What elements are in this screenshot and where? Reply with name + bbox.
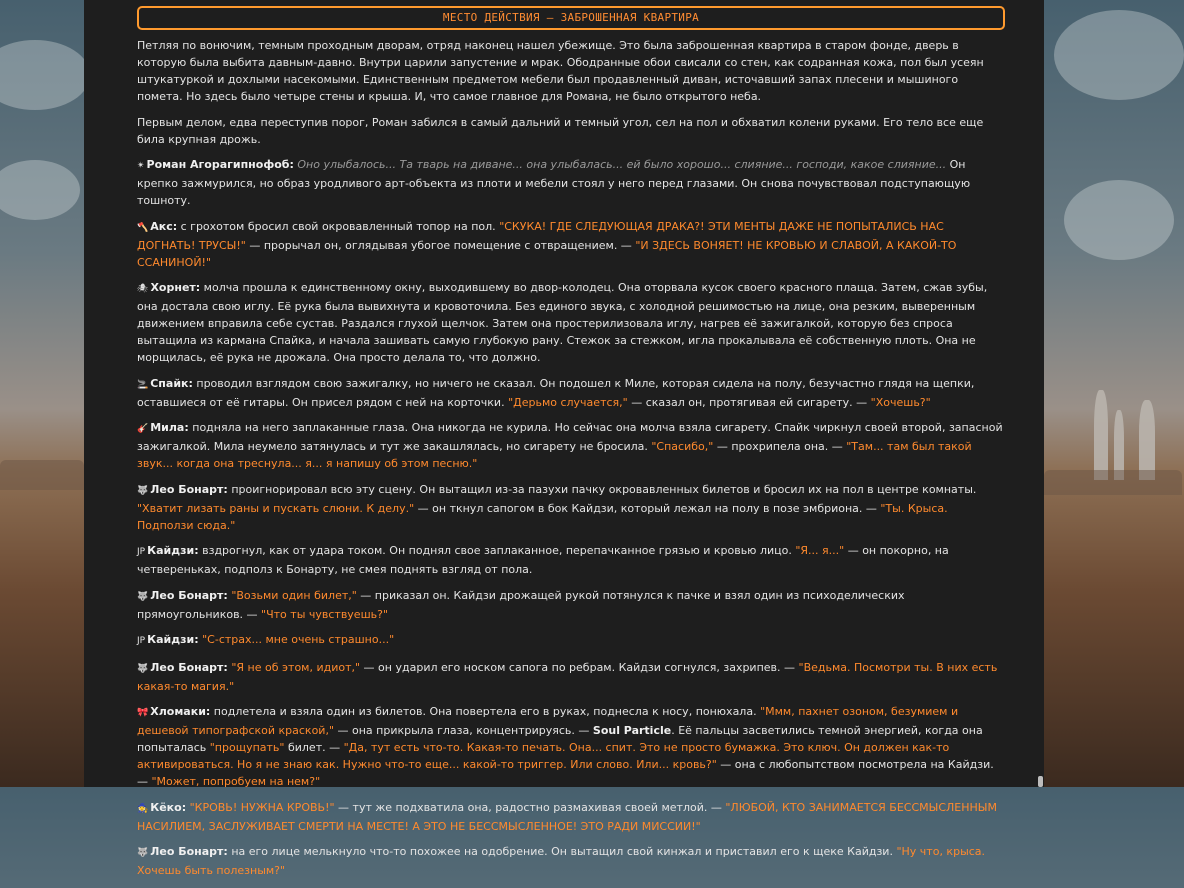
scene-header: МЕСТО ДЕЙСТВИЯ – ЗАБРОШЕННАЯ КВАРТИРА [137, 6, 1005, 30]
dialogue-spike [137, 375, 1005, 411]
quote-text: "Да, тут есть что-то. Какая-то печать. Она... спит. Это не просто бумажка. Это ключ. Он должен как-то активироваться. Но я не знаю как. Нужно что-то еще... какой-то триггер. Или слово. Или... кровь?" [137, 741, 950, 771]
rock-spire [1094, 390, 1108, 480]
narration-paragraph: Петляя по вонючим, темным проходным дворам, отряд наконец нашел убежище. Это была заброшенная квартира в старом фонде, дверь в которую была выбита давным-давно. Внутри царили запустение и мрак. Ободранные обои свисали со стен, как содранная кожа, пол был усеян штукатуркой и дохлыми насекомыми. Единственным предметом мебели был продавленный диван, источавший запах плесени и мышиного помета. Но здесь было четыре стены и крыша. И, что самое главное для Романа, не было открытого неба. [137, 39, 984, 103]
cloud [1064, 180, 1174, 260]
cloud [0, 40, 90, 110]
narration-text: подняла на него заплаканные глаза. Она никогда не курила. Но сейчас она молча взяла сигарету. Спайк чиркнул своей второй, запасной зажигалкой. Мила неумело затянулась и тут же закашлялась, но сигарету не бросила. [137, 421, 1003, 453]
dialogue-leo [137, 843, 1005, 879]
mesa [0, 460, 84, 490]
dialogue-leo [137, 659, 1005, 695]
guitar-icon: 🎸 [137, 424, 149, 434]
narration-text: проводил взглядом свою зажигалку, но ничего не сказал. Он подошел к Миле, которая сидела на полу, безучастно глядя на щепки, оставшиеся от её гитары. Он присел рядом с ней на корточки. [137, 376, 975, 409]
narration-text: подлетела и взяла один из билетов. Она повертела его в руках, поднесла к носу, понюхала. [210, 705, 761, 718]
burst-icon: ✴ [137, 161, 145, 171]
quote-text: "Ммм, пахнет озоном, безумием и дешевой типографской краской," [137, 705, 959, 737]
dialogue-kaiji [137, 542, 1005, 578]
speaker-name: Кайдзи: [147, 544, 199, 557]
dialogue-kyoko [137, 799, 1005, 835]
quote-text: "Дерьмо случается," [508, 395, 628, 409]
dialogue-kaiji [137, 631, 1005, 650]
wolf-icon: 🐺 [137, 485, 149, 496]
speaker-name: Лео Бонарт: [150, 845, 228, 858]
speaker-name: Хорнет: [150, 281, 201, 294]
speaker-name: Мила: [150, 421, 189, 434]
dialogue-mila [137, 419, 1005, 472]
quote-text: "Хватит лизать раны и пускать слюни. К делу." [137, 501, 415, 515]
jp-flag-icon: JP [137, 547, 146, 557]
quote-text: "Хочешь?" [870, 395, 931, 409]
scrollbar-thumb[interactable] [1038, 776, 1043, 787]
axe-icon: 🪓 [137, 222, 149, 233]
narration-paragraph: Первым делом, едва переступив порог, Роман забился в самый дальний и темный угол, сел на пол и обхватил колени руками. Его тело все еще била крупная дрожь. [137, 115, 984, 146]
spider-icon: 🕷 [137, 284, 149, 294]
speaker-name: Кёко: [150, 800, 187, 814]
speaker-name: Кайдзи: [147, 633, 199, 646]
quote-text: "Я не об этом, идиот," [231, 660, 361, 674]
narration-text: — он ткнул сапогом в бок Кайдзи, который лежал на полу в позе эмбриона. — [414, 501, 881, 515]
quote-text: "прощупать" [209, 741, 285, 754]
narration-text: — тут же подхватила она, радостно размахивая своей метлой. — [334, 800, 726, 814]
narration-text: . Её пальцы засветились темной энергией, когда она попыталась [137, 724, 983, 754]
speaker-name: Роман Агорагипнофоб: [146, 158, 294, 171]
rock-spire [1139, 400, 1155, 480]
quote-text: "С-страх... мне очень страшно..." [202, 633, 395, 646]
quote-text: "ЛЮБОЙ, КТО ЗАНИМАЕТСЯ БЕССМЫСЛЕННЫМ НАСИЛИЕМ, ЗАСЛУЖИВАЕТ СМЕРТИ НА МЕСТЕ! А ЭТО НЕ БЕССМЫСЛЕННОЕ! ЭТО РАДИ МИССИИ!" [137, 800, 997, 833]
speaker-name: Спайк: [150, 376, 193, 390]
narration-text: вздрогнул, как от удара током. Он поднял свое заплаканное, перепачканное грязью и кровью лицо. [198, 544, 796, 557]
cloud [1054, 10, 1184, 100]
narration-text: на его лице мелькнуло что-то похожее на одобрение. Он вытащил свой кинжал и приставил его к щеке Кайдзи. [227, 845, 897, 858]
narration-text: — приказал он. Кайдзи дрожащей рукой потянулся к пачке и взял один из психоделических прямоугольников. — [137, 588, 905, 621]
wolf-icon: 🐺 [137, 848, 149, 858]
speaker-name: Лео Бонарт: [150, 482, 228, 496]
narration-text: — сказал он, протягивая ей сигарету. — [627, 395, 871, 409]
quote-text: "Ну что, крыса. Хочешь быть полезным?" [137, 845, 986, 877]
story-content [137, 37, 1005, 888]
jp-flag-icon: JP [137, 636, 146, 646]
quote-text: "Возьми один билет," [231, 588, 357, 602]
narration-text: проигнорировал всю эту сцену. Он вытащил из-за пазухи пачку окровавленных билетов и бросил их на пол в центре комнаты. [227, 482, 977, 496]
wolf-icon: 🐺 [137, 591, 149, 602]
cloud [0, 160, 80, 220]
thought-text: Оно улыбалось... Та тварь на диване... она улыбалась... ей было хорошо... слияние... господи, какое слияние... [297, 158, 947, 171]
narration-text: — она прикрыла глаза, концентрируясь. — [334, 724, 593, 737]
dialogue-roman [137, 156, 1005, 209]
narration-text: — она с любопытством посмотрела на Кайдзи. — [137, 758, 994, 788]
speaker-name: Лео Бонарт: [150, 588, 228, 602]
narration-text: — прорычал он, оглядывая убогое помещение с отвращением. — [245, 238, 636, 252]
narration-text: молча прошла к единственному окну, выходившему во двор-колодец. Она оторвала кусок своего красного плаща. Затем, сжав зубы, она достала свою иглу. Её рука была вывихнута и кровоточила. Без единого звука, с холодной решимостью на лице, она резким, выверенным движением вправила себе сустав. Раздался глухой щелчок. Затем она простерилизовала иглу, нагрев её зажигалкой, которую без спроса вытащила из кармана Спайка, и начала зашивать самую глубокую рану. Стежок за стежком, игла прокалывала её собственную плоть. Она не морщилась, её рука не дрожала. Она просто делала то, что должно. [137, 281, 988, 364]
quote-text: "Там... там был такой звук... когда она треснула... я... я напишу об этом песню." [137, 440, 972, 470]
dialogue-leo [137, 587, 1005, 623]
quote-text: "Я... я..." [795, 544, 845, 557]
dialogue-hornet [137, 279, 1005, 366]
quote-text: "СКУКА! ГДЕ СЛЕДУЮЩАЯ ДРАКА?! ЭТИ МЕНТЫ ДАЖЕ НЕ ПОПЫТАЛИСЬ НАС ДОГНАТЬ! ТРУСЫ!" [137, 219, 944, 252]
quote-text: "Спасибо," [651, 440, 714, 453]
narration-text: Он крепко зажмурился, но образ уродливого арт-объекта из плоти и мебели стоял у него перед глазами. Он снова почувствовал подступающую тошноту. [137, 158, 971, 207]
quote-text: "И ЗДЕСЬ ВОНЯЕТ! НЕ КРОВЬЮ И СЛАВОЙ, А КАКОЙ-ТО ССАНИНОЙ!" [137, 238, 957, 269]
speaker-name: Лео Бонарт: [150, 660, 228, 674]
background-left [0, 0, 84, 787]
narration-text: — он ударил его носком сапога по ребрам. Кайдзи согнулся, захрипев. — [360, 660, 799, 674]
quote-text: "Ведьма. Посмотри ты. В них есть какая-то магия." [137, 660, 998, 693]
speaker-name: Акс: [150, 219, 178, 233]
speaker-name: Хломаки: [150, 705, 211, 718]
witch-icon: 🧙 [137, 803, 149, 814]
dialogue-leo [137, 481, 1005, 534]
quote-text: "КРОВЬ! НУЖНА КРОВЬ!" [189, 800, 335, 814]
quote-text: "Что ты чувствуешь?" [261, 607, 389, 621]
quote-text: "Может, попробуем на нем?" [151, 775, 321, 788]
quote-text: "Ты. Крыса. Подползи сюда." [137, 501, 948, 532]
bow-icon: 🎀 [137, 708, 149, 718]
narration-text: с грохотом бросил свой окровавленный топор на пол. [177, 219, 500, 233]
mesa [1044, 470, 1182, 495]
wolf-icon: 🐺 [137, 663, 149, 674]
cigarette-icon: 🚬 [137, 379, 149, 390]
dialogue-aks [137, 218, 1005, 271]
narration-text: билет. — [284, 741, 344, 754]
narration-text: — прохрипела она. — [713, 440, 847, 453]
spell-name: Soul Particle [592, 724, 672, 737]
story-panel [84, 0, 1044, 877]
dialogue-hlomaki [137, 703, 1005, 790]
narration-text: — он покорно, на четвереньках, подполз к Бонарту, не смея поднять взгляд от пола. [137, 544, 949, 576]
background-right [1044, 0, 1182, 787]
